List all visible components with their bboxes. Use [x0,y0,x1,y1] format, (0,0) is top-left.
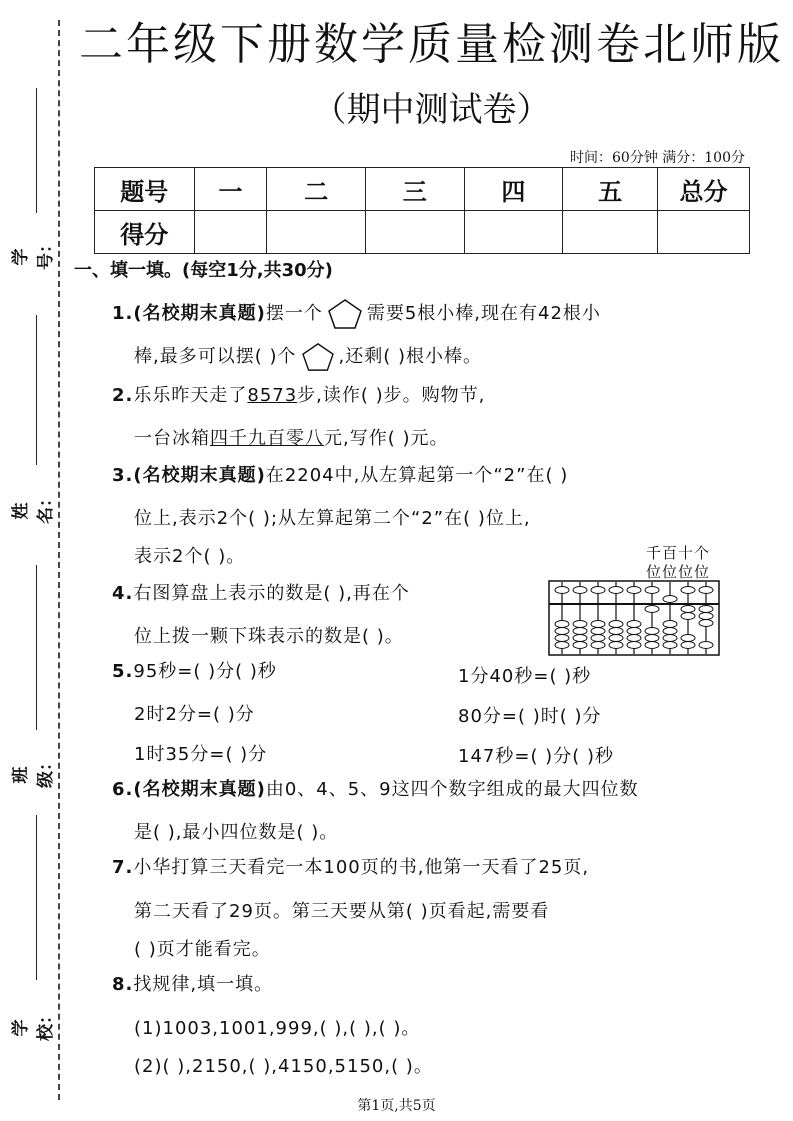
section-1-title: 一、填一填。(每空1分,共30分) [74,260,333,281]
q2-text: 一台冰箱 [134,428,210,449]
score-cell[interactable] [194,211,267,254]
header-cell: 一 [194,168,267,211]
question-tag: (名校期末真题) [133,465,266,486]
time-info: 时间：60分钟 满分：100分 [570,150,745,166]
pentagon-icon [301,342,335,372]
side-line-name[interactable] [36,315,37,465]
q1-text: 棒,最多可以摆( )个 [134,346,297,367]
side-line-school[interactable] [36,815,37,980]
score-cell[interactable] [464,211,563,254]
question-4-line-1 [112,584,410,604]
side-label-student-id: 学号： [11,236,56,270]
question-2-line-2 [134,424,449,450]
question-5-line-1 [112,662,277,682]
question-6-line-1 [112,780,639,800]
question-number: 3. [112,465,134,486]
score-cell[interactable] [366,211,465,254]
q5-item: 2时2分=( )分 [134,704,255,725]
question-6-line-2: 是( ),最小四位数是( )。 [134,822,339,843]
question-tag: (名校期末真题) [133,303,266,324]
side-line-class[interactable] [36,565,37,730]
question-3-line-2: 位上,表示2个( );从左算起第二个“2”在( )位上, [134,508,531,529]
question-number: 4. [112,583,134,604]
question-3-line-3: 表示2个( )。 [134,546,246,567]
pentagon-icon [327,298,363,330]
side-line-student-id[interactable] [36,88,37,213]
header-cell: 总分 [658,168,750,211]
question-8-line-3: (2)( ),2150,( ),4150,5150,( )。 [134,1056,433,1077]
question-number: 6. [112,779,134,800]
q4-text: 右图算盘上表示的数是( ),再在个 [133,583,410,604]
header-cell: 四 [464,168,563,211]
header-cell: 三 [366,168,465,211]
q6-text: 由0、4、5、9这四个数字组成的最大四位数 [265,779,639,800]
q1-text: ,还剩( )根小棒。 [338,346,482,367]
q2-text: 步,读作( )步。购物节, [297,385,486,406]
page-subtitle: （期中测试卷） [312,90,551,130]
question-8-line-2: (1)1003,1001,999,( ),( ),( )。 [134,1018,421,1039]
question-number: 7. [112,857,134,878]
question-3-line-1 [112,466,568,486]
question-4-line-2: 位上拨一颗下珠表示的数是( )。 [134,626,404,647]
q2-text: 元,写作( )元。 [324,428,449,449]
question-tag: (名校期末真题) [133,779,266,800]
abacus-image [548,580,720,656]
q3-text: 在2204中,从左算起第一个“2”在( ) [265,465,569,486]
question-7-line-2: 第二天看了29页。第三天要从第( )页看起,需要看 [134,901,550,922]
side-label-school: 学校： [11,1007,56,1041]
score-table [94,167,750,254]
binding-dashed-line [58,20,60,1100]
question-2-line-1 [112,386,485,406]
q2-underlined-number: 8573 [247,385,298,406]
score-table-header-row [95,168,750,211]
q1-text: 需要5根小棒,现在有42根小 [366,303,601,324]
page-title: 二年级下册数学质量检测卷北师版 [79,19,784,70]
row-label: 得分 [95,211,195,254]
score-cell[interactable] [563,211,658,254]
score-cell[interactable] [658,211,750,254]
q5-item: 1分40秒=( )秒 [458,666,592,687]
question-8-line-1 [112,975,273,995]
q5-item: 80分=( )时( )分 [458,706,602,727]
question-1-line-1 [112,298,601,330]
side-label-name: 姓名： [11,490,56,524]
page-footer: 第1页,共5页 [357,1098,436,1114]
q2-underlined-words: 四千九百零八 [210,428,324,449]
q8-text: 找规律,填一填。 [133,974,274,995]
question-number: 8. [112,974,134,995]
question-number: 1. [112,303,134,324]
q5-item: 147秒=( )分( )秒 [458,746,614,767]
q5-item: 95秒=( )分( )秒 [133,661,277,682]
score-table-score-row [95,211,750,254]
question-1-line-2 [134,342,482,372]
abacus-place-label-2: 位位位位 [646,563,711,581]
abacus-place-label-1: 千百十个 [646,544,711,562]
question-7-line-3: ( )页才能看完。 [134,939,271,960]
q1-text: 摆一个 [265,303,323,324]
question-number: 2. [112,385,134,406]
question-7-line-1 [112,858,589,878]
side-label-class: 班级： [11,754,56,788]
header-cell: 五 [563,168,658,211]
score-cell[interactable] [267,211,366,254]
q5-item: 1时35分=( )分 [134,744,268,765]
q7-text: 小华打算三天看完一本100页的书,他第一天看了25页, [133,857,590,878]
question-number: 5. [112,661,134,682]
header-cell: 题号 [95,168,195,211]
q2-text: 乐乐昨天走了 [133,385,248,406]
header-cell: 二 [267,168,366,211]
